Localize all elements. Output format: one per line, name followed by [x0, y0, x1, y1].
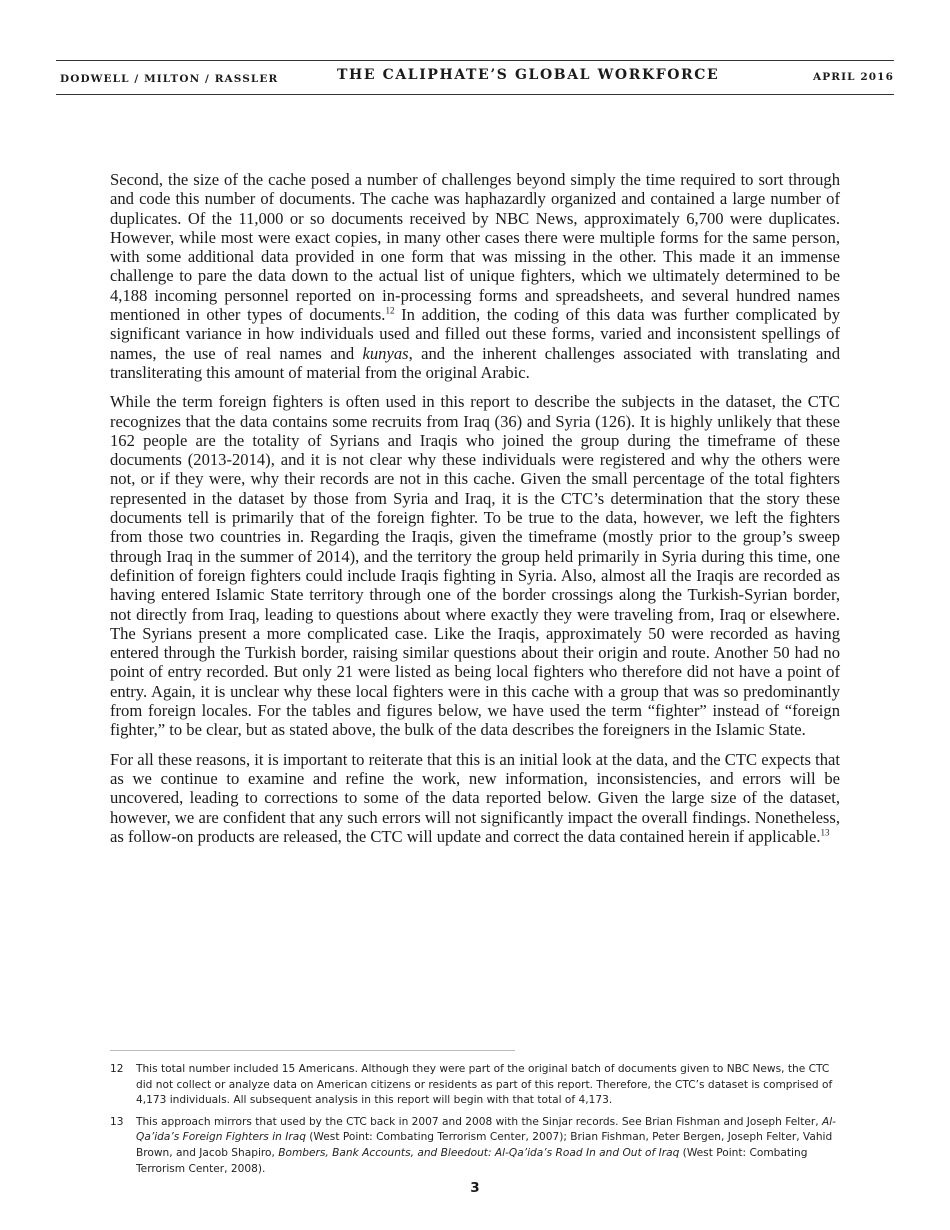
footnote-text-c: (West Point: Combating Terrorism Center, 2008).	[136, 1146, 808, 1175]
paragraph-3	[110, 750, 840, 846]
paragraph-3-text: For all these reasons, it is important to reiterate that this is an initial look at the data, and the CTC expects that as we continue to examine and refine the work, new information, inconsistencies, and errors will be uncovered, leading to corrections to some of the data reported below. Given the large size of the dataset, however, we are confident that any such errors will not significantly impact the overall findings. Nonetheless, as follow-on products are released, the CTC will update and correct the data contained herein if applicable.	[110, 749, 840, 846]
footnote-text-b: (West Point: Combating Terrorism Center, 2007); Brian Fishman, Peter Bergen, Joseph Felter, Vahid Brown, and Jacob Shapiro,	[136, 1131, 833, 1159]
header-authors: DODWELL / MILTON / RASSLER	[60, 73, 279, 85]
footnotes	[110, 1062, 838, 1183]
paragraph-1	[110, 170, 840, 382]
paragraph-2: While the term foreign fighters is often used in this report to describe the subjects in the dataset, the CTC recognizes that the data contains some recruits from Iraq (36) and Syria (126). It is highly unlikely that these 162 people are the totality of Syrians and Iraqis who joined the group during the timeframe of these documents (2013-2014), and it is not clear why these individuals were registered and why the others were not, or if they were, why their records are not in this cache. Given the small percentage of the total fighters represented in the dataset by those from Syria and Iraq, it is the CTC’s determination that the story these documents tell is primarily that of the foreign fighter. To be true to the data, however, we left the fighters from those two countries in. Regarding the Iraqis, given the timeframe (mostly prior to the group’s sweep through Iraq in the summer of 2014), and the territory the group held primarily in Syria during this time, one definition of foreign fighters could include Iraqis fighting in Syria. Also, almost all the Iraqis are recorded as having entered Islamic State territory through one of the border crossings along the Turkish-Syrian border, not directly from Iraq, leading to questions about where exactly they were traveling from, Iraq or elsewhere. The Syrians present a more complicated case. Like the Iraqis, approximately 50 were recorded as having entered through the Turkish border, raising similar questions about their origin and route. Another 50 had no point of entry recorded. But only 21 were listed as being local fighters who therefore did not have a point of entry. Again, it is unclear why these local fighters were in this cache with a group that was so predominantly from foreign locales. For the tables and figures below, we have used the term “fighter” instead of “foreign fighter,” to be clear, but as stated above, the bulk of the data describes the foreigners in the Islamic State.	[110, 392, 840, 740]
footnote-number: 13	[110, 1115, 124, 1128]
footnote-number: 12	[110, 1063, 124, 1075]
header-bottom-rule	[56, 94, 894, 95]
footnote-text: This total number included 15 Americans. Although they were part of the original batch of documents given to NBC News, the CTC did not collect or analyze data on American citizens or residents as part of this report. Therefore, the CTC’s dataset is comprised of 4,173 individuals. All subsequent analysis in this report will begin with that total of 4,173.	[136, 1063, 833, 1107]
page-number: 3	[470, 1180, 480, 1196]
header-top-rule	[56, 60, 894, 61]
footnote-13	[110, 1115, 838, 1177]
paragraph-1-text-a: Second, the size of the cache posed a number of challenges beyond simply the time required to sort through and code this number of documents. The cache was haphazardly organized and contained a large number of duplicates. Of the 11,000 or so documents received by NBC News, approximately 6,700 were duplicates. However, while most were exact copies, in many other cases there were multiple forms for the same person, with some additional data provided in one form that was missing in the other. This made it an immense challenge to pare the data down to the actual list of unique fighters, which we ultimately determined to be 4,188 incoming personnel reported on in-processing forms and spreadsheets, and several hundred names mentioned in other types of documents.	[110, 170, 840, 325]
footnote-12	[110, 1062, 838, 1109]
footnote-title-2: Bombers, Bank Accounts, and Bleedout: Al-Qa’ida’s Road In and Out of Iraq	[278, 1146, 680, 1159]
paragraph-1-emphasis: kunyas	[362, 343, 409, 363]
footnote-ref-12[interactable]: 12	[385, 305, 395, 316]
paragraph-1-text-c: , and the inherent challenges associated with translating and transliterating this amount of material from the original Arabic.	[110, 343, 840, 382]
body-text	[110, 170, 840, 856]
header-date: APRIL 2016	[813, 71, 894, 83]
footnote-separator	[110, 1050, 515, 1051]
paragraph-1-text-b: In addition, the coding of this data was further complicated by significant variance in how individuals used and filled out these forms, varied and inconsistent spellings of names, the use of real names and	[110, 305, 840, 363]
footnote-title-1: Al-Qa’ida’s Foreign Fighters in Iraq	[136, 1115, 836, 1144]
header-title: THE CALIPHATE’S GLOBAL WORKFORCE	[337, 67, 720, 83]
footnote-ref-13[interactable]: 13	[820, 827, 830, 838]
footnote-text-a: This approach mirrors that used by the CTC back in 2007 and 2008 with the Sinjar records. See Brian Fishman and Joseph Felter,	[136, 1115, 822, 1128]
